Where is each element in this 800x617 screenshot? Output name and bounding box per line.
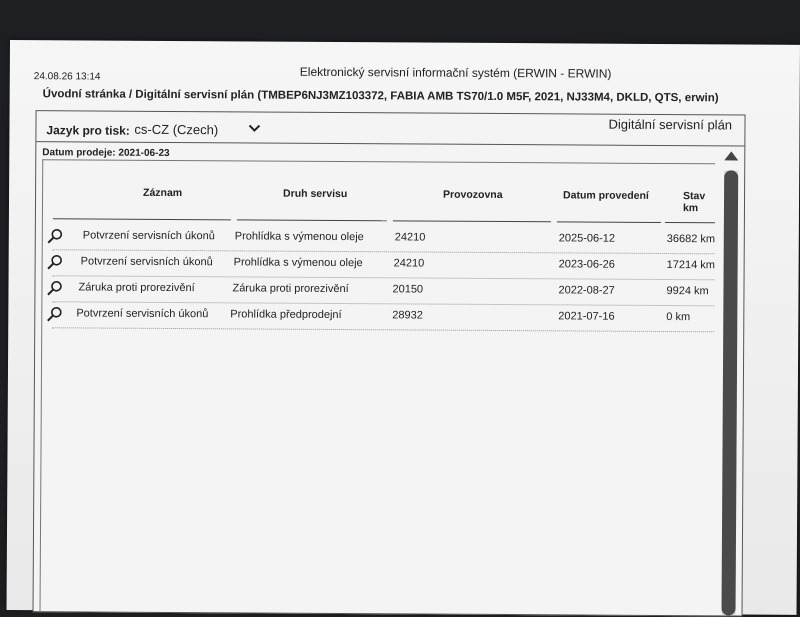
cell-service: Prohlídka předprodejní xyxy=(230,308,342,322)
cell-service: Prohlídka s výmenou oleje xyxy=(234,230,364,244)
language-label: Jazyk pro tisk: xyxy=(46,123,130,138)
col-header-service[interactable]: Druh servisu xyxy=(283,187,348,201)
header-rule xyxy=(393,220,551,222)
cell-workshop: 28932 xyxy=(392,309,423,322)
header-rule xyxy=(557,221,661,223)
cell-km: 9924 km xyxy=(666,285,709,298)
cell-km: 17214 km xyxy=(666,259,715,272)
arrow-up-icon[interactable] xyxy=(724,151,738,160)
plan-title: Digitální servisní plán xyxy=(608,116,733,133)
print-timestamp: 24.08.26 13:14 xyxy=(33,71,101,83)
cell-service: Záruka proti prorezivění xyxy=(232,282,349,296)
cell-record: Potvrzení servisních úkonů xyxy=(80,255,213,269)
cell-record: Záruka proti prorezivění xyxy=(78,281,195,295)
system-title: Elektronický servisní informační systém (ERWIN - ERWIN) xyxy=(299,64,612,81)
cell-record: Potvrzení servisních úkonů xyxy=(82,229,215,243)
cell-date: 2022-08-27 xyxy=(558,284,615,297)
breadcrumb: Úvodní stránka / Digitální servisní plán (TMBEP6NJ3MZ103372, FABIA AMB TS70/1.0 M5F, 2021, NJ33M4, DKLD, QTS, erwin) xyxy=(42,88,719,105)
table-row[interactable] xyxy=(42,302,714,332)
printed-page xyxy=(7,40,800,615)
divider xyxy=(36,141,744,146)
col-header-km[interactable]: Stav km xyxy=(682,190,706,215)
cell-workshop: 20150 xyxy=(392,283,424,296)
magnifier-icon[interactable] xyxy=(47,254,63,270)
col-header-date[interactable]: Datum provedení xyxy=(563,189,649,202)
table-row[interactable] xyxy=(42,276,714,306)
cell-workshop: 24210 xyxy=(394,231,426,244)
service-records-table xyxy=(40,159,716,616)
cell-date: 2025-06-12 xyxy=(558,232,616,245)
magnifier-icon[interactable] xyxy=(46,280,62,296)
magnifier-icon[interactable] xyxy=(46,306,62,322)
service-plan-panel xyxy=(33,110,746,616)
col-header-record[interactable]: Záznam xyxy=(143,186,183,200)
cell-km: 36682 km xyxy=(666,233,716,246)
header-rule xyxy=(53,218,231,220)
col-header-workshop[interactable]: Provozovna xyxy=(443,188,503,202)
cell-date: 2021-07-16 xyxy=(558,310,615,323)
table-row[interactable] xyxy=(43,250,715,280)
cell-service: Prohlídka s výmenou oleje xyxy=(233,256,363,270)
magnifier-icon[interactable] xyxy=(47,228,63,244)
cell-date: 2023-06-26 xyxy=(558,258,615,271)
scrollbar-thumb[interactable] xyxy=(721,170,738,615)
sale-date: Datum prodeje: 2021-06-23 xyxy=(42,147,170,159)
table-row[interactable] xyxy=(43,224,715,254)
cell-workshop: 24210 xyxy=(393,257,425,270)
header-rule xyxy=(237,219,387,221)
cell-km: 0 km xyxy=(666,311,691,324)
chevron-down-icon[interactable] xyxy=(246,120,262,136)
cell-record: Potvrzení servisních úkonů xyxy=(76,307,209,321)
header-rule xyxy=(665,222,715,223)
language-select[interactable]: cs-CZ (Czech) xyxy=(134,121,219,138)
scrollbar[interactable] xyxy=(721,170,738,615)
